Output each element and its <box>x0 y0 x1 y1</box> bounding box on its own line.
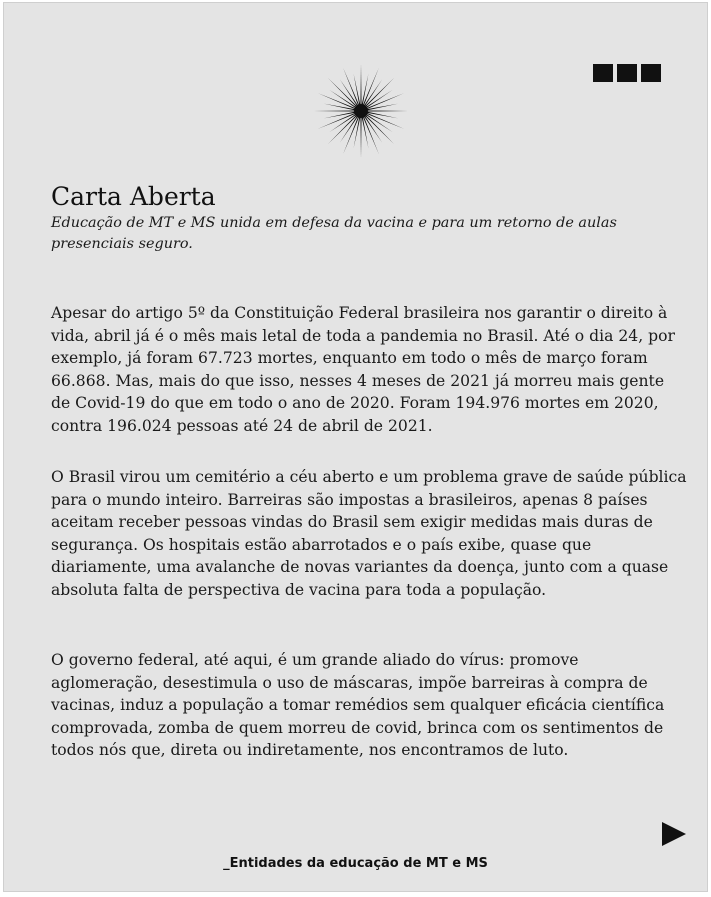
sunburst-ray <box>314 110 355 111</box>
menu-square-1 <box>593 64 613 82</box>
sunburst-ray <box>343 68 359 106</box>
letter-title: Carta Aberta <box>51 182 216 211</box>
sunburst-ray <box>366 113 404 129</box>
letter-subtitle: Educação de MT e MS unida em defesa da vacina e para um retorno de aulas presenciais seguro. <box>51 215 617 252</box>
sunburst-ray <box>360 117 361 158</box>
menu-square-2 <box>617 64 637 82</box>
letter-paragraph-3: O governo federal, até aqui, é um grande aliado do vírus: promove aglomeração, desestimula o uso de máscaras, impõe barreiras à compra de vacinas, induz a população a tomar remédios sem qualquer eficácia científica comprovada, zomba de quem morreu de covid, brinca com os sentimentos de todos nós que, direta ou indiretamente, nos encontramos de luto. <box>51 651 665 759</box>
letter-paragraph-2: O Brasil virou um cemitério a céu aberto e um problema grave de saúde pública para o mundo inteiro. Barreiras são impostas a brasileiros, apenas 8 países aceitam receber pessoas vindas do Brasil sem exigir medidas mais duras de segurança. Os hospitais estão abarrotados e o país exibe, quase que diariamente, uma avalanche de novas variantes da doença, junto com a quase absoluta falta de perspectiva de vacina para toda a população. <box>51 468 687 599</box>
letter-card <box>3 2 708 892</box>
sunburst-icon <box>311 61 411 161</box>
menu-square-3 <box>641 64 661 82</box>
sunburst-ray <box>328 115 357 144</box>
sunburst-ray <box>360 64 361 105</box>
letter-signature: _Entidades da educação de MT e MS <box>223 856 488 871</box>
letter-paragraph-1: Apesar do artigo 5º da Constituição Federal brasileira nos garantir o direito à vida, abril já é o mês mais letal de toda a pandemia no Brasil. Até o dia 24, por exemplo, já foram 67.723 mortes, enquanto em todo o mês de março foram 66.868. Mas, mais do que isso, nesses 4 meses de 2021 já morreu mais gente de Covid-19 do que em todo o ano de 2020. Foram 194.976 mortes em 2020, contra 196.024 pessoas até 24 de abril de 2021. <box>51 304 675 435</box>
sunburst-ray <box>363 68 379 106</box>
sunburst-ray <box>365 115 394 144</box>
sunburst-ray <box>318 113 356 129</box>
sunburst-ray <box>318 93 356 109</box>
play-triangle-icon[interactable] <box>660 820 688 848</box>
three-squares-menu-icon[interactable] <box>593 64 661 82</box>
sunburst-ray <box>365 78 394 107</box>
sunburst-ray <box>328 78 357 107</box>
sunburst-ray <box>343 116 359 154</box>
sunburst-ray <box>367 110 408 111</box>
sunburst-ray <box>366 93 404 109</box>
sunburst-ray <box>363 116 379 154</box>
